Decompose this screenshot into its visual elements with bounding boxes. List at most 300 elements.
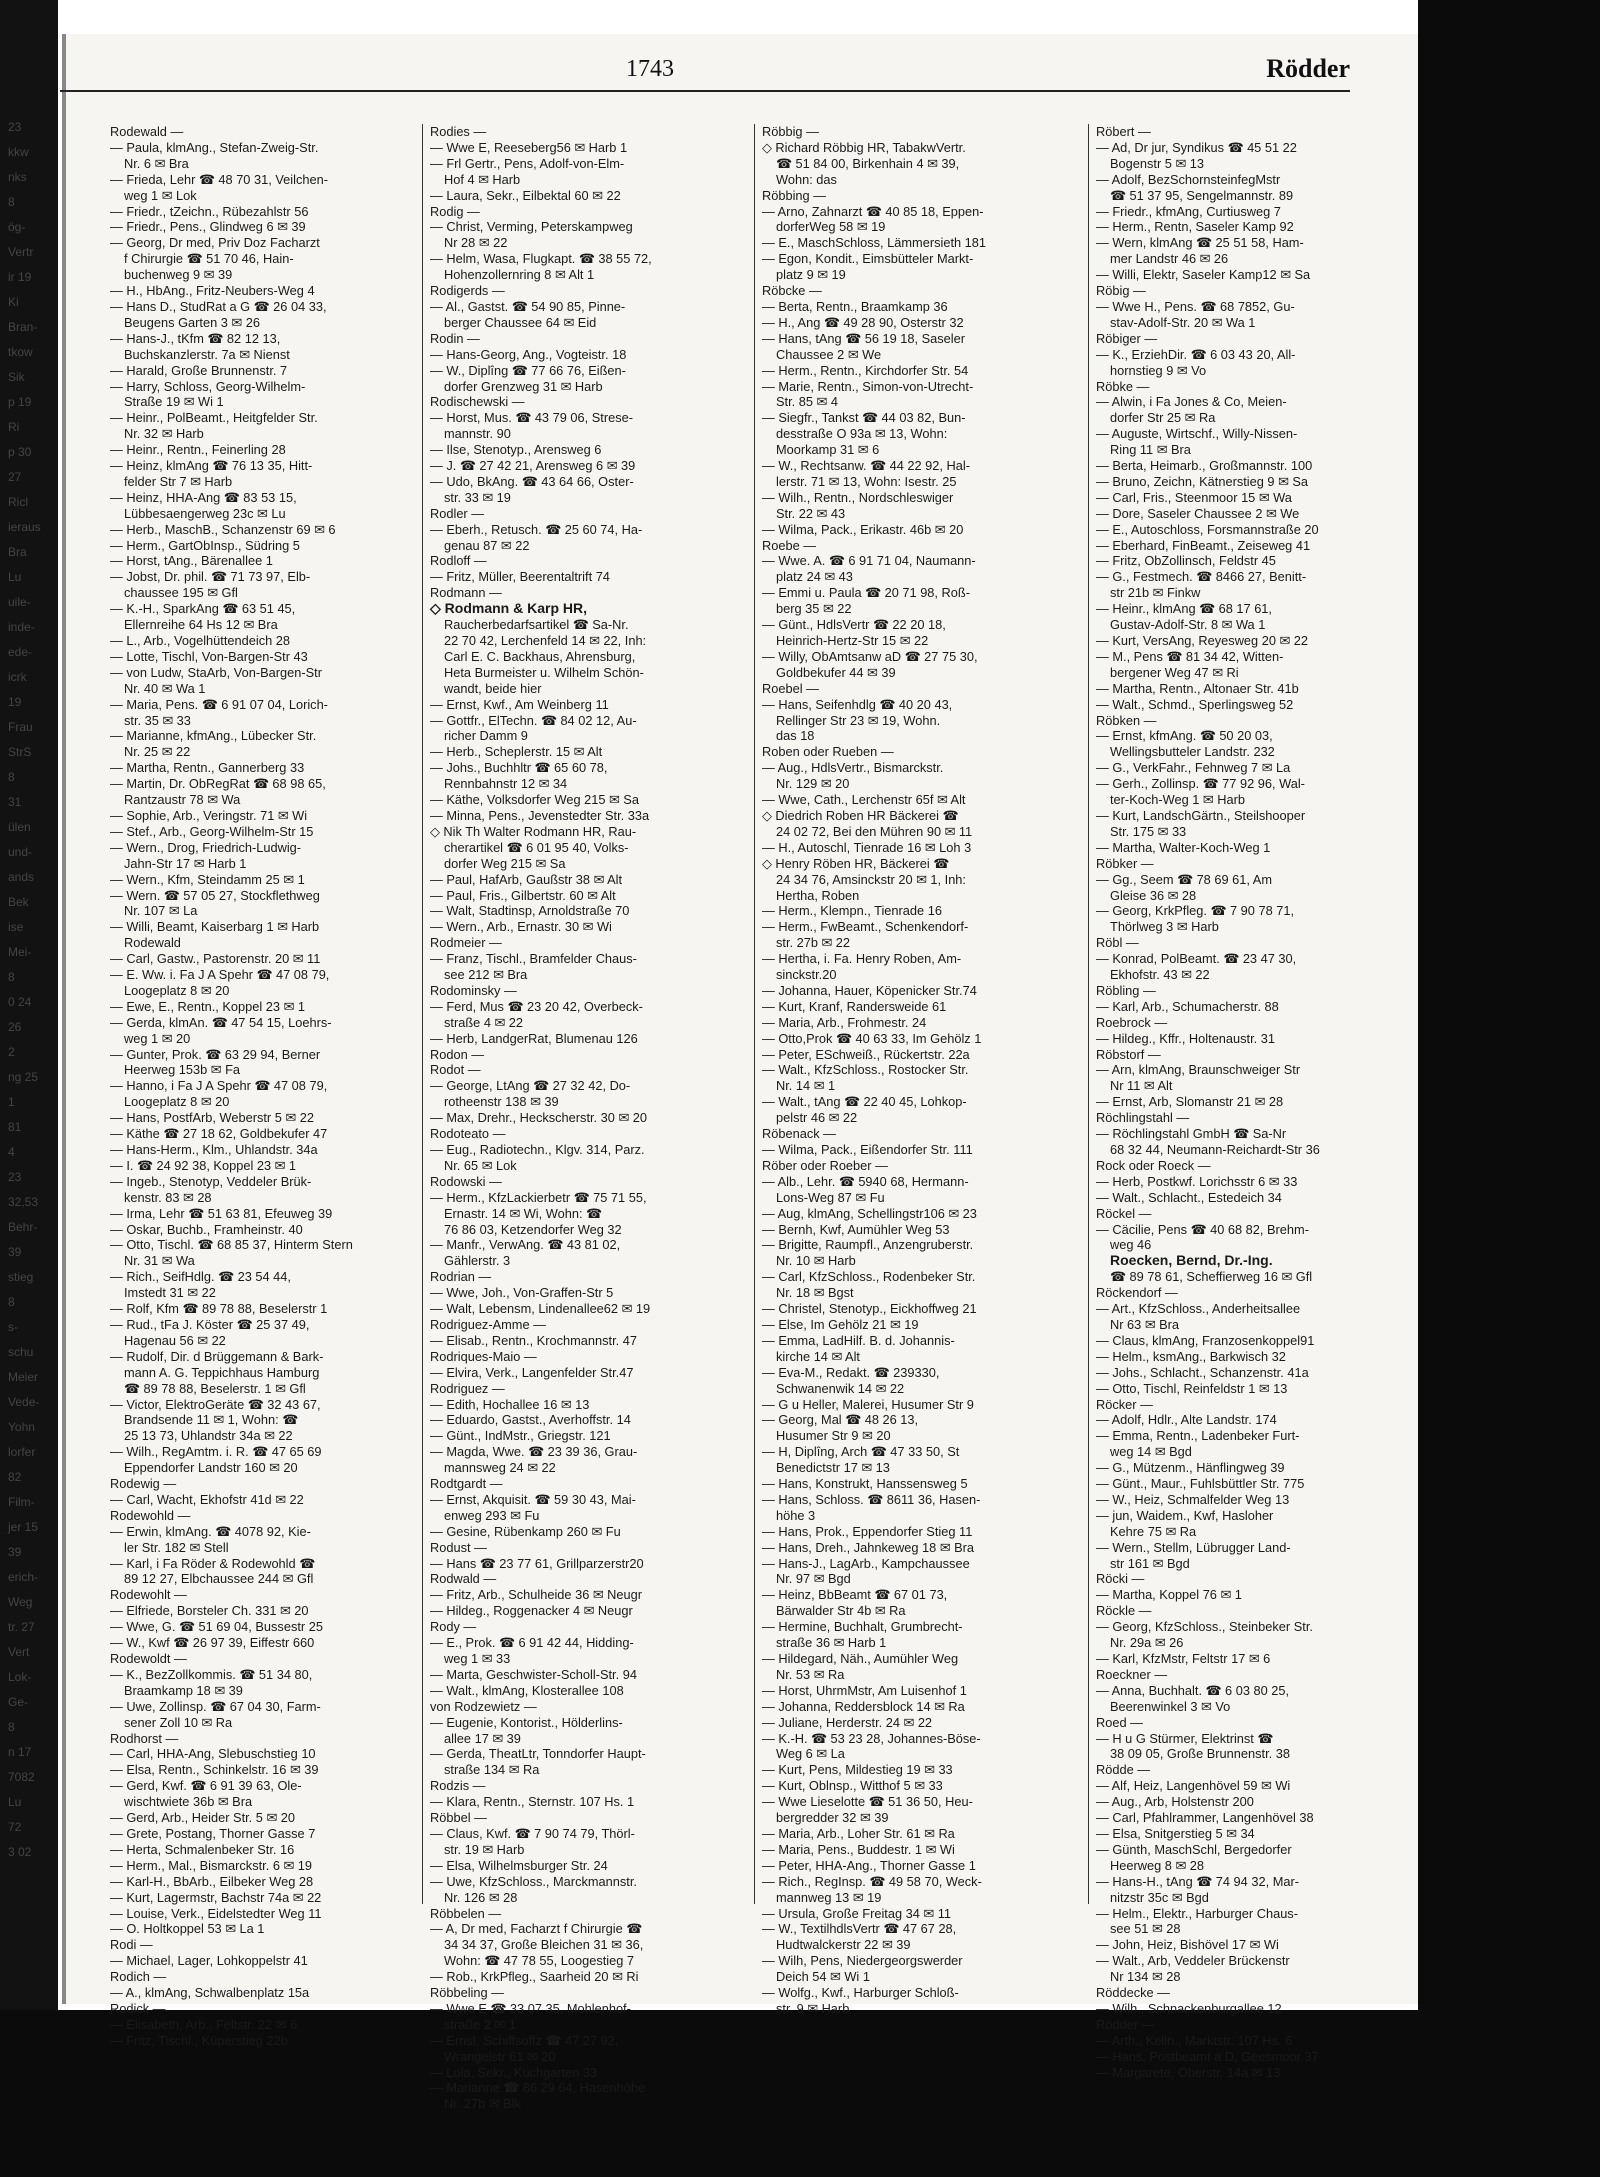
previous-page-gutter [8,120,48,1950]
directory-line: Gleise 36 ✉ 28 [1110,887,1197,903]
directory-line: — Hertha, i. Fa. Henry Roben, Am- [762,951,962,967]
directory-line: Moorkamp 31 ✉ 6 [776,442,880,458]
surname-heading: Röbbel — [430,1810,487,1826]
directory-line: Nr. 27b ✉ Blk [444,2096,521,2112]
gutter-fragment: 81 [8,1120,22,1134]
directory-line: Straße 19 ✉ Wi 1 [124,394,224,410]
directory-line: — Martha, Rentn., Altonaer Str. 41b [1096,680,1299,696]
directory-line: — Al., Gastst. ☎ 54 90 85, Pinne- [430,298,626,314]
gutter-fragment: Film- [8,1495,35,1509]
directory-line: — Adolf, Hdlr., Alte Landstr. 174 [1096,1412,1277,1428]
directory-line: — Wern., Drog, Friedrich-Ludwig- [110,839,302,855]
directory-line: — Johs., Buchhltr ☎ 65 60 78, [430,760,608,776]
gutter-fragment: schu [8,1345,34,1359]
surname-heading: Röbbing — [762,187,827,203]
directory-line: — Hans, Dreh., Jahnkeweg 18 ✉ Bra [762,1539,975,1555]
directory-line: — Käthe ☎ 27 18 62, Goldbekufer 47 [110,1126,328,1142]
directory-line: straße 4 ✉ 22 [444,1014,524,1030]
surname-heading: Rock oder Roeck — [1096,1157,1211,1173]
directory-line: mannsweg 24 ✉ 22 [444,1460,556,1476]
surname-heading: Rodowski — [430,1173,502,1189]
directory-line: 76 86 03, Ketzendorfer Weg 32 [444,1221,622,1237]
directory-line: — Sophie, Arb., Veringstr. 71 ✉ Wi [110,807,308,823]
directory-line: — von Ludw, StaArb, Von-Bargen-Str [110,664,322,680]
directory-line: — Arno, Zahnarzt ☎ 40 85 18, Eppen- [762,203,984,219]
directory-line: bergener Weg 47 ✉ Ri [1110,664,1239,680]
directory-line: platz 24 ✉ 43 [776,569,853,585]
directory-line: — Herm., Mal., Bismarckstr. 6 ✉ 19 [110,1857,313,1873]
column-separator [1088,124,1089,1904]
surname-heading: Rodin — [430,330,480,346]
directory-line: — Karl-H., BbArb., Eilbeker Weg 28 [110,1873,314,1889]
directory-line: 89 12 27, Elbchaussee 244 ✉ Gfl [124,1571,314,1587]
directory-line: — L., Arb., Vogelhüttendeich 28 [110,633,290,648]
directory-line: — Kurt, VersAng, Reyesweg 20 ✉ 22 [1096,633,1309,648]
gutter-fragment: 2 [8,1045,15,1059]
directory-line: Brandsende 11 ✉ 1, Wohn: ☎ [124,1412,299,1428]
surname-heading: Röbstorf — [1096,1046,1161,1062]
directory-line: — Horst, Mus. ☎ 43 79 06, Strese- [430,410,633,426]
directory-line: Nr. 32 ✉ Harb [124,426,204,442]
directory-line: — Cäcilie, Pens ☎ 40 68 82, Brehm- [1096,1221,1309,1237]
directory-line: — Martha, Rentn., Gannerberg 33 [110,760,305,776]
directory-line: — Fritz, Arb., Schulheide 36 ✉ Neugr [430,1587,643,1603]
directory-line: — Elsa, Rentn., Schinkelstr. 16 ✉ 39 [110,1762,319,1778]
directory-line: — Uwe, Zollinsp. ☎ 67 04 30, Farm- [110,1698,321,1714]
gutter-fragment: Mei- [8,945,32,959]
directory-line: — Laura, Sekr., Eilbektal 60 ✉ 22 [430,187,621,203]
directory-line: — Fritz, Tischl., Küperstieg 22b [110,2032,288,2048]
gutter-fragment: ir 19 [8,270,32,284]
surname-heading: Rodhorst — [110,1730,179,1746]
surname-heading: Röbig — [1096,283,1146,299]
directory-line: ler Str. 182 ✉ Stell [124,1539,229,1555]
surname-heading: Röbling — [1096,982,1156,998]
surname-heading: Rodewig — [110,1476,177,1492]
directory-line: — Erwin, klmAng. ☎ 4078 92, Kie- [110,1523,311,1539]
column-4 [1096,124,1396,2080]
directory-line: ◇ Henry Röben HR, Bäckerei ☎ [762,855,950,871]
directory-line: — Maria, Arb., Frohmestr. 24 [762,1014,927,1030]
directory-line: — E., Autoschloss, Forsmannstraße 20 [1096,521,1319,537]
directory-line: — Günt., HdlsVertr ☎ 22 20 18, [762,617,946,633]
gutter-fragment: 23 [8,1170,22,1184]
directory-line: Ekhofstr. 43 ✉ 22 [1110,967,1210,983]
directory-line: Nr. 126 ✉ 28 [444,1889,518,1905]
surname-heading: Rodriguez-Amme — [430,1316,546,1332]
directory-columns [110,124,1400,2112]
directory-line: — Gg., Seem ☎ 78 69 61, Am [1096,871,1272,887]
directory-line: — Ernst, kfmAng. ☎ 50 20 03, [1096,728,1273,744]
column-separator [422,124,423,1904]
directory-line: Ernastr. 14 ✉ Wi, Wohn: ☎ [444,1205,602,1221]
directory-line: — Günth, MaschSchl, Bergedorfer [1096,1841,1292,1857]
gutter-fragment: ise [8,920,24,934]
directory-line: Hof 4 ✉ Harb [444,171,521,187]
directory-line: — J. ☎ 27 42 21, Arensweg 6 ✉ 39 [430,458,636,474]
directory-line: — Claus, Kwf. ☎ 7 90 74 79, Thörl- [430,1825,635,1841]
surname-heading: Rodrian — [430,1269,492,1285]
directory-line: — Dore, Saseler Chaussee 2 ✉ We [1096,505,1300,521]
directory-line: — Wwe E ☎ 33 07 35, Mohlenhof- [430,2000,631,2016]
directory-line: straße 134 ✉ Ra [444,1762,540,1778]
directory-line: allee 17 ✉ 39 [444,1730,521,1746]
surname-heading: Roed — [1096,1714,1143,1730]
directory-line: — Ernst, Kwf., Am Weinberg 11 [430,696,609,712]
directory-line: Nr. 107 ✉ La [124,903,198,919]
directory-line: — George, LtAng ☎ 27 32 42, Do- [430,1078,631,1094]
directory-line: 24 34 76, Amsinckstr 20 ✉ 1, Inh: [776,871,966,887]
directory-line: — Gerd, Arb., Heider Str. 5 ✉ 20 [110,1810,295,1826]
gutter-fragment: lorfer [8,1445,36,1459]
directory-line: berger Chaussee 64 ✉ Eid [444,314,597,330]
directory-line: — Wern., Kfm, Steindamm 25 ✉ 1 [110,871,305,887]
directory-line: — Willi, Elektr, Saseler Kamp12 ✉ Sa [1096,267,1311,283]
directory-line: — Johanna, Hauer, Köpenicker Str.74 [762,982,977,998]
surname-heading: Rodloff — [430,553,487,569]
surname-heading: Rodot — [430,1062,481,1078]
gutter-fragment: 7082 [8,1770,35,1784]
directory-line: — Jobst, Dr. phil. ☎ 71 73 97, Elb- [110,569,311,585]
surname-heading: Rodwald — [430,1571,497,1587]
directory-line: — Herm., Rentn., Kirchdorfer Str. 54 [762,362,969,378]
directory-line: Hagenau 56 ✉ 22 [124,1332,226,1348]
directory-line: — Ingeb., Stenotyp, Veddeler Brük- [110,1173,312,1189]
directory-line: — Ursula, Große Freitag 34 ✉ 11 [762,1905,951,1921]
directory-line: — Walt., KfzSchloss., Rostocker Str. [762,1062,969,1078]
surname-heading: Rodler — [430,505,485,521]
directory-line: — Wilma, Pack., Eißendorfer Str. 111 [762,1142,973,1157]
directory-line: see 212 ✉ Bra [444,967,528,983]
directory-line: Imstedt 31 ✉ 22 [124,1285,216,1301]
gutter-fragment: Lu [8,570,22,584]
directory-line: — Georg, Mal ☎ 48 26 13, [762,1412,919,1428]
directory-line: Lons-Weg 87 ✉ Fu [776,1189,885,1205]
directory-line: — Kurt, Oblnsp., Witthof 5 ✉ 33 [762,1778,943,1794]
directory-line: — Wilh., Schnackenburgallee 12 [1096,2000,1282,2016]
directory-line: Nr. 129 ✉ 20 [776,776,850,792]
gutter-fragment: kkw [8,145,29,159]
directory-line: — I. ☎ 24 92 38, Koppel 23 ✉ 1 [110,1157,297,1173]
directory-line: Hohenzollernring 8 ✉ Alt 1 [444,267,595,283]
directory-line: — G., Mützenm., Hänflingweg 39 [1096,1460,1285,1476]
directory-line: — Hans-Herm., Klm., Uhlandstr. 34a [110,1142,318,1157]
directory-line: enweg 293 ✉ Fu [444,1507,540,1523]
directory-line: — Martin, Dr. ObRegRat ☎ 68 98 65, [110,776,326,792]
directory-line: Carl E. C. Backhaus, Ahrensburg, [444,648,636,664]
directory-line: — Emma, Rentn., Ladenbeker Furt- [1096,1428,1300,1444]
directory-line: str. 27b ✉ 22 [776,935,851,951]
directory-line: — Gerh., Zollinsp. ☎ 77 92 96, Wal- [1096,776,1305,792]
gutter-fragment: ieraus [8,520,41,534]
directory-line: weg 1 ✉ 20 [124,1030,191,1046]
directory-line: sinckstr.20 [776,967,837,983]
gutter-fragment: uile- [8,595,31,609]
directory-line: sener Zoll 10 ✉ Ra [124,1714,233,1730]
directory-line: — Kurt, LandschGärtn., Steilshooper [1096,807,1306,823]
directory-line: — Walt., klmAng, Klosterallee 108 [430,1682,624,1698]
directory-line: — Hans, Konstrukt, Hanssensweg 5 [762,1476,968,1492]
surname-heading: Rodust — [430,1539,487,1555]
directory-line: Heinrich-Hertz-Str 15 ✉ 22 [776,633,929,648]
directory-line: — Uwe, KfzSchloss., Marckmannstr. [430,1873,637,1889]
directory-line: — Wwe E, Reeseberg56 ✉ Harb 1 [430,139,628,155]
directory-line: Nr 28 ✉ 22 [444,235,508,251]
directory-line: — Hildeg., Kffr., Holtenaustr. 31 [1096,1030,1276,1046]
directory-line: Nr. 14 ✉ 1 [776,1078,836,1094]
directory-line: — John, Heiz, Bishövel 17 ✉ Wi [1096,1937,1279,1953]
directory-line: — H., Autoschl, Tienrade 16 ✉ Loh 3 [762,839,972,855]
directory-line: Loogeplatz 8 ✉ 20 [124,1094,230,1110]
directory-line: — Rich., SeifHdlg. ☎ 23 54 44, [110,1269,291,1285]
directory-line: — Heinz, BbBeamt ☎ 67 01 73, [762,1587,948,1603]
directory-line: — Aug, klmAng, Schellingstr106 ✉ 23 [762,1205,977,1221]
gutter-fragment: ede- [8,645,33,659]
directory-line: — Herm., Klempn., Tienrade 16 [762,903,942,919]
running-head: Rödder [1266,54,1350,83]
gutter-fragment: 32,53 [8,1195,39,1209]
directory-line: — Wwe. A. ☎ 6 91 71 04, Naumann- [762,553,976,569]
directory-line: — Hans D., StudRat a G ☎ 26 04 33, [110,298,327,314]
page-header [60,44,1350,84]
directory-line: — Wwe, Joh., Von-Graffen-Str 5 [430,1285,614,1301]
directory-line: Str. 175 ✉ 33 [1110,823,1187,839]
directory-line: — Irma, Lehr ☎ 51 63 81, Efeuweg 39 [110,1205,333,1221]
directory-line: — Anna, Buchhalt. ☎ 6 03 80 25, [1096,1682,1290,1698]
directory-line: — O. Holtkoppel 53 ✉ La 1 [110,1921,265,1937]
directory-line: — W., Heiz, Schmalfelder Weg 13 [1096,1491,1290,1507]
directory-line: stav-Adolf-Str. 20 ✉ Wa 1 [1110,314,1256,330]
gutter-fragment: 8 [8,970,15,984]
directory-line: — Gerda, klmAn. ☎ 47 54 15, Loehrs- [110,1014,332,1030]
directory-line: — Maria, Pens. ☎ 6 91 07 04, Lorich- [110,696,328,712]
directory-line: Nr. 29a ✉ 26 [1110,1635,1184,1651]
surname-heading: Röbert — [1096,124,1151,139]
surname-heading: Röchlingstahl — [1096,1110,1190,1126]
gutter-fragment: Ri [8,420,20,434]
directory-line: 34 34 37, Große Bleichen 31 ✉ 36, [444,1937,644,1953]
surname-heading: Rodriguez — [430,1380,505,1396]
gutter-fragment: Bek [8,895,29,909]
directory-line: — Max, Drehr., Heckscherstr. 30 ✉ 20 [430,1110,647,1126]
directory-line: — Peter, HHA-Ang., Thorner Gasse 1 [762,1857,976,1873]
directory-line: — K.-H. ☎ 53 23 28, Johannes-Böse- [762,1730,981,1746]
directory-line: Ring 11 ✉ Bra [1110,442,1191,458]
directory-line: dorfer Grenzweg 31 ✉ Harb [444,378,603,394]
gutter-fragment: Ricl [8,495,28,509]
directory-line: — Berta, Rentn., Braamkamp 36 [762,298,948,314]
directory-line: weg 14 ✉ Bgd [1110,1444,1192,1460]
directory-line: Nr. 31 ✉ Wa [124,1253,195,1269]
directory-line: — Kurt, Lagermstr, Bachstr 74a ✉ 22 [110,1889,322,1905]
directory-line: — Carl, Gastw., Pastorenstr. 20 ✉ 11 [110,951,321,967]
surname-heading: Röcker — [1096,1396,1153,1412]
directory-line: — Elsa, Snitgerstieg 5 ✉ 34 [1096,1825,1255,1841]
gutter-fragment: nks [8,170,27,184]
directory-line: — Wern., Arb., Ernastr. 30 ✉ Wi [430,919,612,935]
directory-line: — E. Ww. i. Fa J A Spehr ☎ 47 08 79, [110,967,330,983]
directory-line: — Alf, Heiz, Langenhövel 59 ✉ Wi [1096,1778,1291,1794]
directory-line: — Georg, KfzSchloss., Steinbeker Str. [1096,1619,1313,1635]
surname-heading: Rodies — [430,124,487,139]
directory-line: Nr 11 ✉ Alt [1110,1078,1173,1094]
directory-line: — Juliane, Herderstr. 24 ✉ 22 [762,1714,933,1730]
directory-line: — Marie, Rentn., Simon-von-Utrecht- [762,378,974,394]
directory-line: Rodewald [124,935,181,951]
directory-line: — Louise, Verk., Eidelstedter Weg 11 [110,1905,322,1921]
directory-line: — Ad, Dr jur, Syndikus ☎ 45 51 22 [1096,139,1297,155]
directory-line: — Magda, Wwe. ☎ 23 39 36, Grau- [430,1444,638,1460]
gutter-fragment: 39 [8,1545,22,1559]
surname-heading: Röbken — [1096,712,1157,728]
surname-heading: Röbbeling — [430,1985,504,2001]
directory-line: Goldbekufer 44 ✉ 39 [776,664,896,680]
directory-line: ☎ 51 84 00, Birkenhain 4 ✉ 39, [776,155,960,171]
directory-line: — Willi, Beamt, Kaiserbarg 1 ✉ Harb [110,919,320,935]
directory-line: — Grete, Postang, Thorner Gasse 7 [110,1825,316,1841]
directory-line: — Else, Im Gehölz 21 ✉ 19 [762,1316,919,1332]
directory-line: — Elisab., Rentn., Krochmannstr. 47 [430,1332,637,1348]
directory-line: — Horst, tAng., Bärenallee 1 [110,553,273,569]
directory-line: — Carl, Wacht, Ekhofstr 41d ✉ 22 [110,1491,304,1507]
directory-line: — M., Pens ☎ 81 34 42, Witten- [1096,648,1284,664]
directory-line: ter-Koch-Weg 1 ✉ Harb [1110,792,1245,808]
directory-line: weg 1 ✉ 33 [444,1651,511,1666]
directory-line: — Herb, Postkwf. Lorichsstr 6 ✉ 33 [1096,1173,1298,1189]
surname-heading: Rodzis — [430,1778,486,1794]
directory-line: — Hans, Seifenhdlg ☎ 40 20 43, [762,696,953,712]
directory-line: — Margarete, Oberstr. 14a ✉ 13 [1096,2064,1281,2080]
surname-heading: Rodriques-Maio — [430,1348,537,1364]
directory-line: — Klara, Rentn., Sternstr. 107 Hs. 1 [430,1794,635,1810]
directory-line: — Herta, Schmalenbeker Str. 16 [110,1841,295,1857]
directory-line: Nr. 6 ✉ Bra [124,155,189,171]
directory-line: Wrangelstr 61 ✉ 20 [444,2048,556,2064]
directory-line: — Minna, Pens., Jevenstedter Str. 33a [430,807,650,823]
directory-line: mannweg 13 ✉ 19 [776,1889,882,1905]
directory-line: — Heinz, HHA-Ang ☎ 83 53 15, [110,489,297,505]
directory-line: — Fritz, ObZollinsch, Feldstr 45 [1096,553,1276,569]
directory-line: — W., TextilhdlsVertr ☎ 47 67 28, [762,1921,957,1937]
directory-line: — Harald, Große Brunnenstr. 7 [110,362,288,378]
directory-line: hornstieg 9 ✉ Vo [1110,362,1207,378]
directory-line: — Brigitte, Raumpfl., Anzengruberstr. [762,1237,974,1253]
directory-line: — Walt, Stadtinsp, Arnoldstraße 70 [430,903,630,919]
directory-line: — Alb., Lehr. ☎ 5940 68, Hermann- [762,1173,969,1189]
directory-line: straße 36 ✉ Harb 1 [776,1635,887,1651]
directory-line: Benedictstr 17 ✉ 13 [776,1460,890,1476]
directory-line: str. 9 ✉ Harb [776,2000,850,2016]
directory-line: Gustav-Adolf-Str. 8 ✉ Wa 1 [1110,617,1266,633]
directory-line: — Gesine, Rübenkamp 260 ✉ Fu [430,1523,621,1539]
gutter-fragment: ands [8,870,35,884]
gutter-fragment: 27 [8,470,22,484]
directory-line: — Paul, Fris., Gilbertstr. 60 ✉ Alt [430,887,616,903]
directory-line: — Ferd, Mus ☎ 23 20 42, Overbeck- [430,998,643,1014]
directory-line: bergredder 32 ✉ 39 [776,1810,889,1826]
directory-line: — Hanno, i Fa J A Spehr ☎ 47 08 79, [110,1078,328,1094]
gutter-fragment: tkow [8,345,33,359]
directory-line: Buchskanzlerstr. 7a ✉ Nienst [124,346,290,362]
gutter-fragment: stieg [8,1270,34,1284]
surname-heading: Roben oder Rueben — [762,744,894,760]
surname-heading: Rodi — [110,1937,153,1953]
directory-line: — Hans, Postbeamt a D, Geesmoor 37 [1096,2048,1319,2064]
gutter-fragment: Behr- [8,1220,38,1234]
directory-line: — Käthe, Volksdorfer Weg 215 ✉ Sa [430,792,639,808]
directory-line: — Udo, BkAng. ☎ 43 64 66, Oster- [430,473,634,489]
header-rule [60,90,1350,92]
directory-line: — Kurt, Kranf, Randersweide 61 [762,998,947,1014]
directory-line: Braamkamp 18 ✉ 39 [124,1682,243,1698]
gutter-fragment: StrS [8,745,32,759]
directory-line: buchenweg 9 ✉ 39 [124,267,233,283]
directory-line: — Wolfg., Kwf., Harburger Schloß- [762,1985,959,2001]
directory-line: — Friedr., tZeichn., Rübezahlstr 56 [110,203,309,219]
gutter-fragment: Ge- [8,1695,29,1709]
directory-line: dorfer Str 25 ✉ Ra [1110,410,1216,426]
directory-line: — Marianne, kfmAng., Lübecker Str. [110,728,317,744]
surname-heading: Röcki — [1096,1571,1145,1587]
surname-heading: Röbke — [1096,378,1150,394]
directory-line: — Bruno, Zeichn, Kätnerstieg 9 ✉ Sa [1096,473,1309,489]
directory-line: richer Damm 9 [444,728,528,744]
gutter-fragment: 1 [8,1095,15,1109]
directory-line: genau 87 ✉ 22 [444,537,530,553]
directory-line: das 18 [776,728,815,744]
directory-line: — G., VerkFahr., Fehnweg 7 ✉ La [1096,760,1291,776]
directory-line: — Hans, tAng ☎ 56 19 18, Saseler [762,330,966,346]
directory-line: — Aug., HdlsVertr., Bismarckstr. [762,760,944,776]
gutter-fragment: 31 [8,795,22,809]
gutter-fragment: Frau [8,720,33,734]
gutter-fragment: ng 25 [8,1070,39,1084]
directory-line: — Paula, klmAng., Stefan-Zweig-Str. [110,139,319,155]
directory-line: wandt, beide hier [444,680,542,696]
directory-line: — Emma, LadHilf. B. d. Johannis- [762,1332,955,1348]
directory-line: — Stef., Arb., Georg-Wilhelm-Str 15 [110,823,314,839]
directory-line: cherartikel ☎ 6 01 95 40, Volks- [444,839,629,855]
gutter-fragment: inde- [8,620,35,634]
gutter-fragment: tr. 27 [8,1620,35,1634]
directory-line: — Fritz, Müller, Beerentaltrift 74 [430,569,610,585]
directory-line: — Eberhard, FinBeamt., Zeiseweg 41 [1096,537,1311,553]
directory-line: — E., MaschSchloss, Lämmersieth 181 [762,235,987,251]
directory-line: straße 2 ✉ 1 [444,2016,516,2032]
directory-line: — Walt., Schmd., Sperlingsweg 52 [1096,696,1294,712]
surname-heading: Röckel — [1096,1205,1152,1221]
directory-line: Nr. 10 ✉ Harb [776,1253,856,1269]
directory-line: — Michael, Lager, Lohkoppelstr 41 [110,1953,308,1969]
directory-line: — Heinr., Rentn., Feinerling 28 [110,442,286,458]
directory-line: — Karl, Arb., Schumacherstr. 88 [1096,998,1279,1014]
directory-line: — Helm, Wasa, Flugkapt. ☎ 38 55 72, [430,251,652,267]
surname-heading: Rodtgardt — [430,1476,503,1492]
surname-heading: Rödde — [1096,1762,1151,1778]
directory-line: — Wilma, Pack., Erikastr. 46b ✉ 20 [762,521,964,537]
gutter-fragment: Vert [8,1645,30,1659]
directory-line: — Eduardo, Gastst., Averhoffstr. 14 [430,1412,631,1428]
directory-line: — Georg, Dr med, Priv Doz Facharzt [110,235,320,251]
directory-line: Kehre 75 ✉ Ra [1110,1523,1197,1539]
directory-line: desstraße O 93a ✉ 13, Wohn: [776,426,948,442]
directory-line: — Lola, Sekr., Kuchgarten 33 [430,2064,598,2080]
directory-line: — Eberh., Retusch. ☎ 25 60 74, Ha- [430,521,643,537]
directory-line: — Carl, HHA-Ang, Slebuschstieg 10 [110,1746,316,1762]
directory-line: — Gottfr., ElTechn. ☎ 84 02 12, Au- [430,712,637,728]
directory-line: — Herm., Rentn, Saseler Kamp 92 [1096,219,1294,235]
directory-line: — Siegfr., Tankst ☎ 44 03 82, Bun- [762,410,966,426]
